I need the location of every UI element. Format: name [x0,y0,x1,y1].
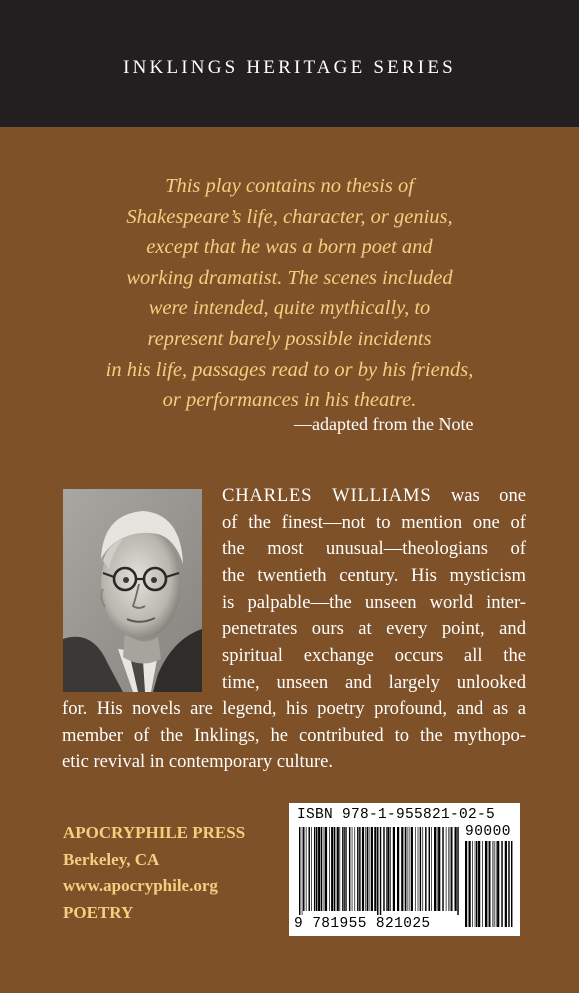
barcode-bar [346,827,347,911]
quote-line: except that he was a born poet and [146,236,433,259]
quote-line: in his life, passages read to or by his friends, [105,358,474,381]
barcode-bar [354,827,355,911]
barcode-bar [429,827,430,911]
barcode-bar [393,827,395,911]
barcode-bar [451,827,452,911]
publisher-name: APOCRYPHILE PRESS [63,823,246,842]
barcode-bar [511,841,512,927]
publisher-website: www.apocryphile.org [63,876,218,895]
barcode-bar [478,841,480,927]
barcode-bar [501,841,502,927]
barcode-bar [457,827,458,915]
author-name: CHARLES WILLIAMS [222,485,432,506]
quote-line: working dramatist. The scenes included [126,266,453,289]
barcode-bar [494,841,495,927]
quote-line: Shakespeare’s life, character, or genius, [126,205,453,228]
barcode-bar [469,841,471,927]
barcode-bar [472,841,473,927]
bio-line: of the finest—not to mention one of [222,512,526,533]
bio-line: spiritual exchange occurs all the [222,645,526,666]
barcode-bar [344,827,345,911]
barcode-bar [505,841,507,927]
barcode-bar [357,827,358,911]
barcode-bar [455,827,457,911]
barcode-bar [365,827,366,911]
isbn-label: ISBN 978-1-955821-02-5 [297,807,496,823]
barcode-bar [438,827,440,911]
publisher-location: Berkeley, CA [63,849,160,869]
series-title: INKLINGS HERITAGE SERIES [123,57,456,78]
barcode-bar [485,841,487,927]
quote-line: or performances in his theatre. [162,389,417,412]
barcode-bar [476,841,477,927]
barcode-bar [303,827,304,911]
barcode-bar [496,841,497,927]
barcode-bar [401,827,403,911]
barcode-bar [482,841,483,927]
barcode-bar [397,827,399,911]
barcode-bar [324,827,325,911]
bio-line: member of the Inklings, he contributed to the mythopo- [62,725,526,746]
barcode-bar [409,827,410,911]
barcode-bar [380,827,381,915]
pull-quote [40,171,539,416]
book-category: POETRY [63,902,134,922]
publisher-block [63,820,245,926]
author-photo [63,489,202,692]
barcode-bar [337,827,339,911]
bio-line-text: was one [431,485,526,506]
barcode-bar [314,827,315,911]
barcode-bar [475,841,476,927]
ean-digits: 9 781955 821025 [294,916,431,932]
barcode-bar [349,827,350,911]
quote-line: were intended, quite mythically, to [148,297,431,320]
series-band [0,0,579,127]
barcode-bar [325,827,327,911]
price-code: 90000 [465,824,512,840]
barcode-bar [371,827,373,911]
barcode-bar [334,827,335,911]
bio-line [222,484,526,508]
price-barcode-bars [465,841,513,927]
barcode-bar [383,827,384,911]
barcode-bar [465,841,467,927]
barcode-bar [316,827,317,911]
barcode-bar [446,827,447,911]
barcode-bar [309,827,310,911]
bio-line: penetrates ours at every point, and [222,618,526,639]
barcode-bar [420,827,421,911]
barcode-bar [422,827,423,911]
barcode-bar [425,827,426,911]
barcode-bar [329,827,330,911]
barcode-bar [497,841,499,927]
barcode-bar [367,827,368,911]
barcode-bar [318,827,320,911]
bio-line: the most unusual—theologians of [222,538,526,559]
barcode-bar [411,827,413,911]
barcode-bar [321,827,322,911]
quote-attribution: —adapted from the Note [294,414,474,434]
barcode-bar [359,827,360,911]
barcode-bar [331,827,333,911]
barcode-bar [374,827,376,911]
barcode-bar [299,827,300,915]
bio-line: the twentieth century. His mysticism [222,565,526,586]
barcode-bar [407,827,408,911]
bio-line: time, unseen and largely unlooked [222,672,526,693]
barcode-bar [369,827,370,911]
isbn-barcode [289,803,520,936]
barcode-bar [342,827,343,911]
barcode-bar [434,827,436,911]
barcode-bars [299,827,459,915]
barcode-bar [448,827,449,911]
barcode-bar [508,841,509,927]
bio-line: etic revival in contemporary culture. [62,751,334,772]
barcode-bar [489,841,490,927]
barcode-bar [362,827,364,911]
barcode-bar [437,827,438,911]
quote-line: This play contains no thesis of [165,175,414,197]
barcode-bar [311,827,312,911]
quote-line: represent barely possible incidents [147,327,432,350]
barcode-bar [386,827,387,911]
bio-line: for. His novels are legend, his poetry profound, and as a [62,698,526,719]
barcode-bar [390,827,391,911]
barcode-bar [352,827,353,911]
barcode-bar [339,827,340,911]
barcode-bar [431,827,432,911]
barcode-bar [377,827,378,915]
barcode-bar [415,827,416,911]
barcode-bar [306,827,307,911]
barcode-bar [450,827,451,911]
barcode-bar [418,827,419,911]
barcode-bar [442,827,443,911]
barcode-bar [387,827,389,911]
barcode-bar [405,827,406,911]
barcode-bar [493,841,494,927]
bio-line: is palpable—the unseen world inter- [222,592,526,613]
barcode-bar [302,827,303,915]
barcode-bar [488,841,489,927]
